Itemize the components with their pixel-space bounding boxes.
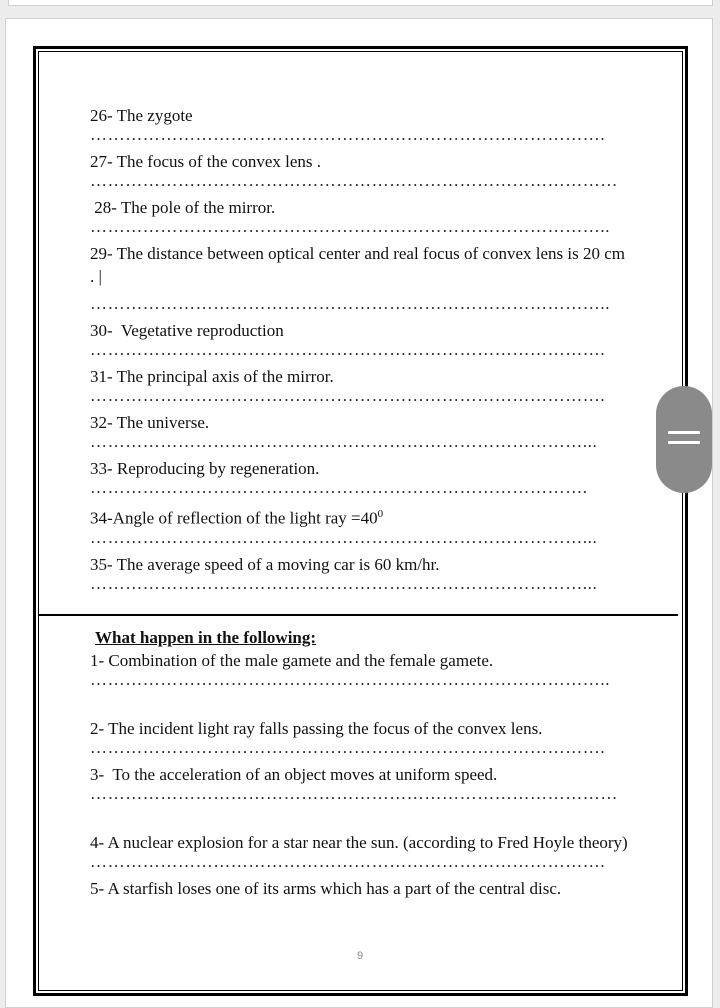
- previous-page-edge: [8, 0, 713, 6]
- question-text: [90, 503, 630, 530]
- question-text: 27- The focus of the convex lens .: [90, 152, 322, 171]
- question-item: [90, 553, 630, 599]
- section-item: [90, 717, 630, 763]
- answer-line: ……………………………………………………………………………..: [90, 296, 611, 313]
- answer-line: ………………………………………………………………………………: [90, 786, 618, 803]
- section-item: [90, 831, 630, 877]
- grip-line-top: [668, 431, 700, 434]
- answer-line: ………………………………………………………………………….: [90, 480, 588, 497]
- answer-line: ……………………………………………………………………………..: [90, 672, 611, 689]
- answer-line: …………………………………………………………………………….: [90, 388, 606, 405]
- answer-line: …………………………………………………………………………….: [90, 127, 606, 144]
- question-item: [90, 104, 630, 150]
- question-text: 35- The average speed of a moving car is 60 km/hr.: [90, 554, 440, 574]
- section-item-text: 1- Combination of the male gamete and the female gamete.: [90, 651, 494, 670]
- question-item: [90, 242, 630, 319]
- section-divider: [38, 614, 678, 616]
- section-item-text: 5- A starfish loses one of its arms which has a part of the central disc.: [90, 879, 562, 898]
- answer-line: …………………………………………………………………………….: [90, 854, 606, 871]
- answer-line: …………………………………………………………………………...: [90, 575, 598, 593]
- answer-line: …………………………………………………………………………...: [90, 434, 598, 451]
- question-item: [90, 411, 630, 457]
- section-item-text: 3- To the acceleration of an object moves at uniform speed.: [90, 765, 498, 784]
- what-happen-section: [90, 626, 630, 900]
- section-title: What happen in the following:: [95, 628, 317, 647]
- question-text: 28- The pole of the mirror.: [90, 198, 276, 217]
- question-text-main: 34-Angle of reflection of the light ray =40: [90, 508, 378, 528]
- answer-line: …………………………………………………………………………….: [90, 740, 606, 757]
- question-item: [90, 365, 630, 411]
- question-text: 31- The principal axis of the mirror.: [90, 367, 334, 386]
- answer-line: ………………………………………………………………………………: [90, 173, 618, 190]
- page-number: 9: [356, 950, 364, 962]
- questions-list: [90, 104, 630, 599]
- section-item: [90, 649, 630, 717]
- question-item: [90, 150, 630, 196]
- question-item: [90, 319, 630, 365]
- question-text: 33- Reproducing by regeneration.: [90, 459, 320, 478]
- question-text: 29- The distance between optical center and real focus of convex lens is 20 cm . |: [90, 244, 625, 286]
- degree-superscript: 0: [377, 508, 384, 520]
- answer-line: …………………………………………………………………………...: [90, 529, 598, 547]
- question-item: [90, 503, 630, 553]
- grip-line-bottom: [668, 441, 700, 444]
- page-scroll-handle[interactable]: [656, 386, 712, 493]
- question-text: 30- Vegetative reproduction: [90, 321, 284, 340]
- section-item-text: 2- The incident light ray falls passing the focus of the convex lens.: [90, 719, 543, 738]
- question-item: [90, 196, 630, 242]
- question-text: 32- The universe.: [90, 413, 210, 432]
- answer-line: ……………………………………………………………………………..: [90, 219, 611, 236]
- answer-line: …………………………………………………………………………….: [90, 342, 606, 359]
- section-item: [90, 877, 630, 900]
- question-text: 26- The zygote: [90, 106, 193, 125]
- section-item-text: 4- A nuclear explosion for a star near the sun. (according to Fred Hoyle theory): [90, 833, 628, 852]
- section-item: [90, 763, 630, 831]
- question-item: [90, 457, 630, 503]
